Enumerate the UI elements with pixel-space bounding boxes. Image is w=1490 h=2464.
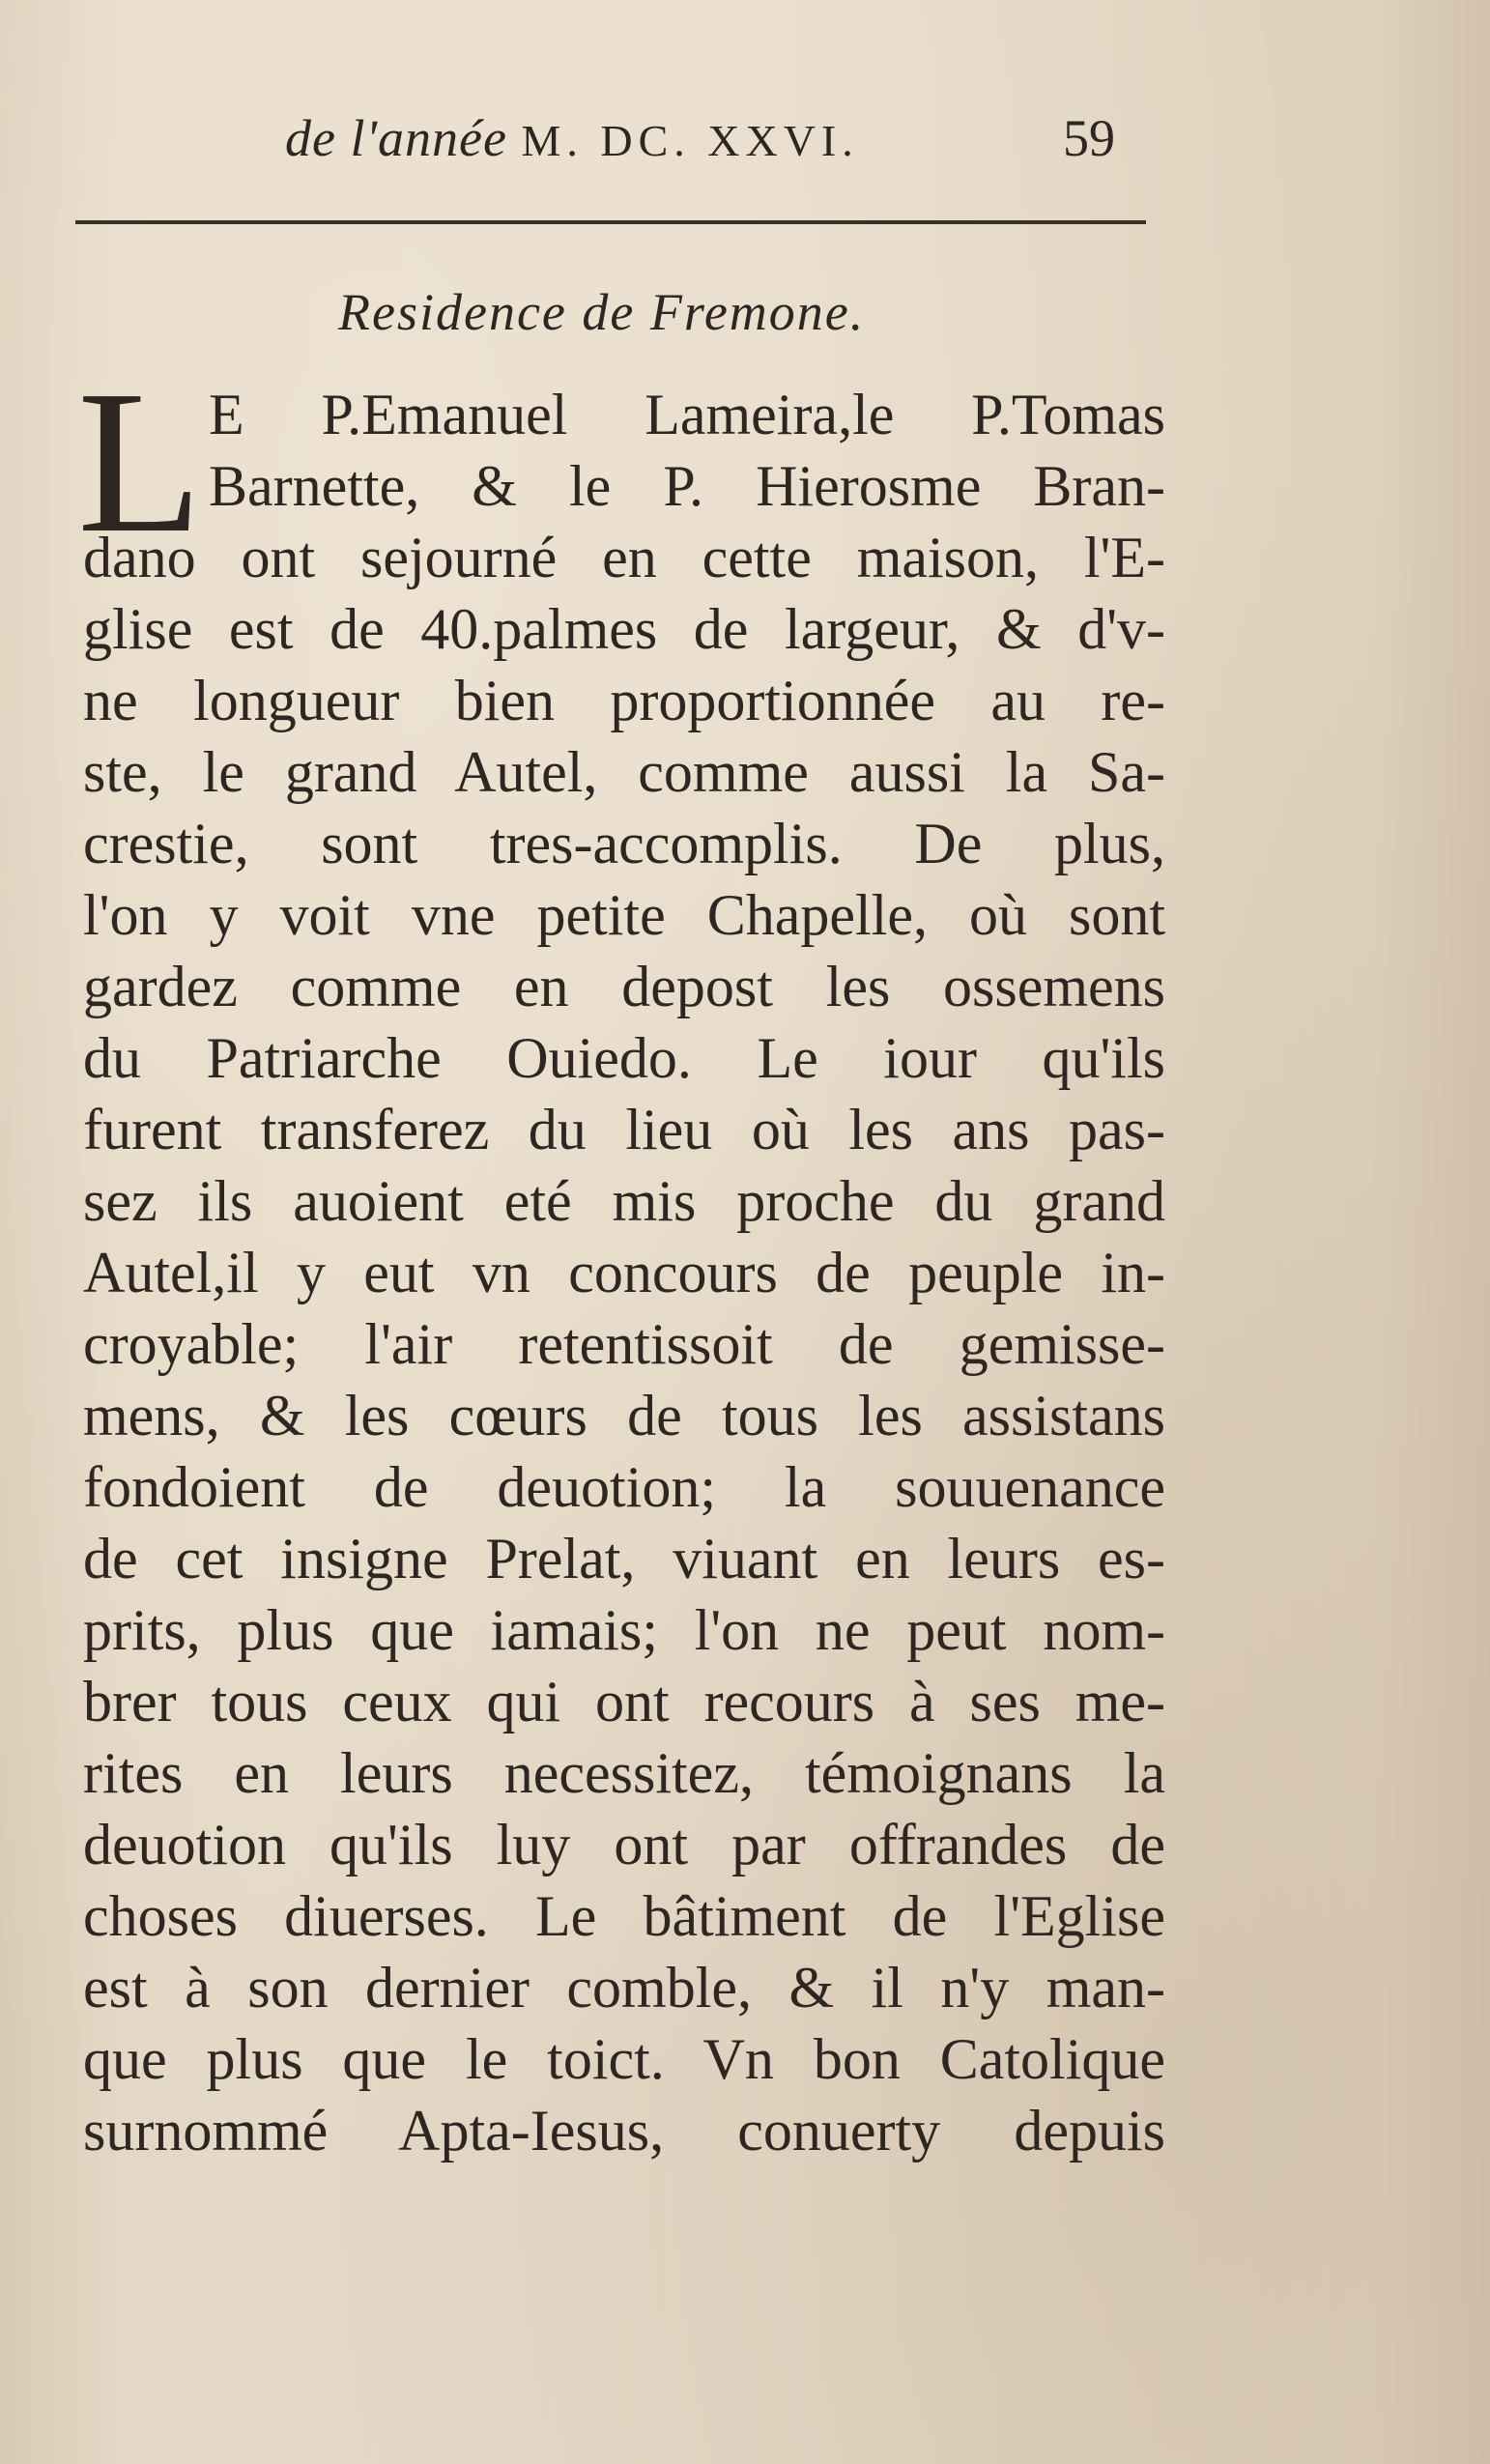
running-head-year: M. DC. XXVI. [521, 116, 859, 165]
text-line: rites en leurs necessitez, témoignans la [83, 1741, 1165, 1805]
text-line: deuotion qu'ils luy ont par offrandes de [83, 1813, 1165, 1877]
running-head [285, 108, 859, 168]
text-line: brer tous ceux qui ont recours à ses me- [83, 1670, 1165, 1733]
text-line: que plus que le toict. Vn bon Catolique [83, 2027, 1165, 2091]
text-line: l'on y voit vne petite Chapelle, où sont [83, 883, 1165, 947]
text-line: est à son dernier comble, & il n'y man- [83, 1956, 1165, 2020]
text-line: ne longueur bien proportionnée au re- [83, 669, 1165, 732]
text-line: prits, plus que iamais; l'on ne peut nom- [83, 1598, 1165, 1662]
page-number: 59 [1063, 109, 1115, 167]
text-line: E P.Emanuel Lameira,le P.Tomas [209, 383, 1165, 446]
text-line: mens, & les cœurs de tous les assistans [83, 1384, 1165, 1447]
text-line: fondoient de deuotion; la souuenance [83, 1455, 1165, 1519]
drop-cap: L [77, 348, 203, 575]
text-line: Autel,il y eut vn concours de peuple in- [83, 1241, 1165, 1304]
text-line: furent transferez du lieu où les ans pas- [83, 1098, 1165, 1161]
text-line: ste, le grand Autel, comme aussi la Sa- [83, 740, 1165, 804]
text-line: gardez comme en depost les ossemens [83, 955, 1165, 1018]
text-line: de cet insigne Prelat, viuant en leurs es- [83, 1527, 1165, 1590]
text-line: dano ont sejourné en cette maison, l'E- [83, 526, 1165, 589]
running-head-italic: de l'année [285, 109, 507, 167]
text-line: surnommé Apta-Iesus, conuerty depuis [83, 2099, 1165, 2163]
text-line: sez ils auoient eté mis proche du grand [83, 1169, 1165, 1233]
text-line: choses diuerses. Le bâtiment de l'Eglise [83, 1884, 1165, 1948]
text-line: croyable; l'air retentissoit de gemisse- [83, 1312, 1165, 1376]
text-line: Barnette, & le P. Hierosme Bran- [209, 454, 1165, 518]
text-line: glise est de 40.palmes de largeur, & d'v- [83, 597, 1165, 661]
text-line: crestie, sont tres-accomplis. De plus, [83, 812, 1165, 875]
section-title: Residence de Fremone. [338, 283, 866, 341]
header-rule-divider [75, 220, 1146, 224]
text-line: du Patriarche Ouiedo. Le iour qu'ils [83, 1026, 1165, 1090]
